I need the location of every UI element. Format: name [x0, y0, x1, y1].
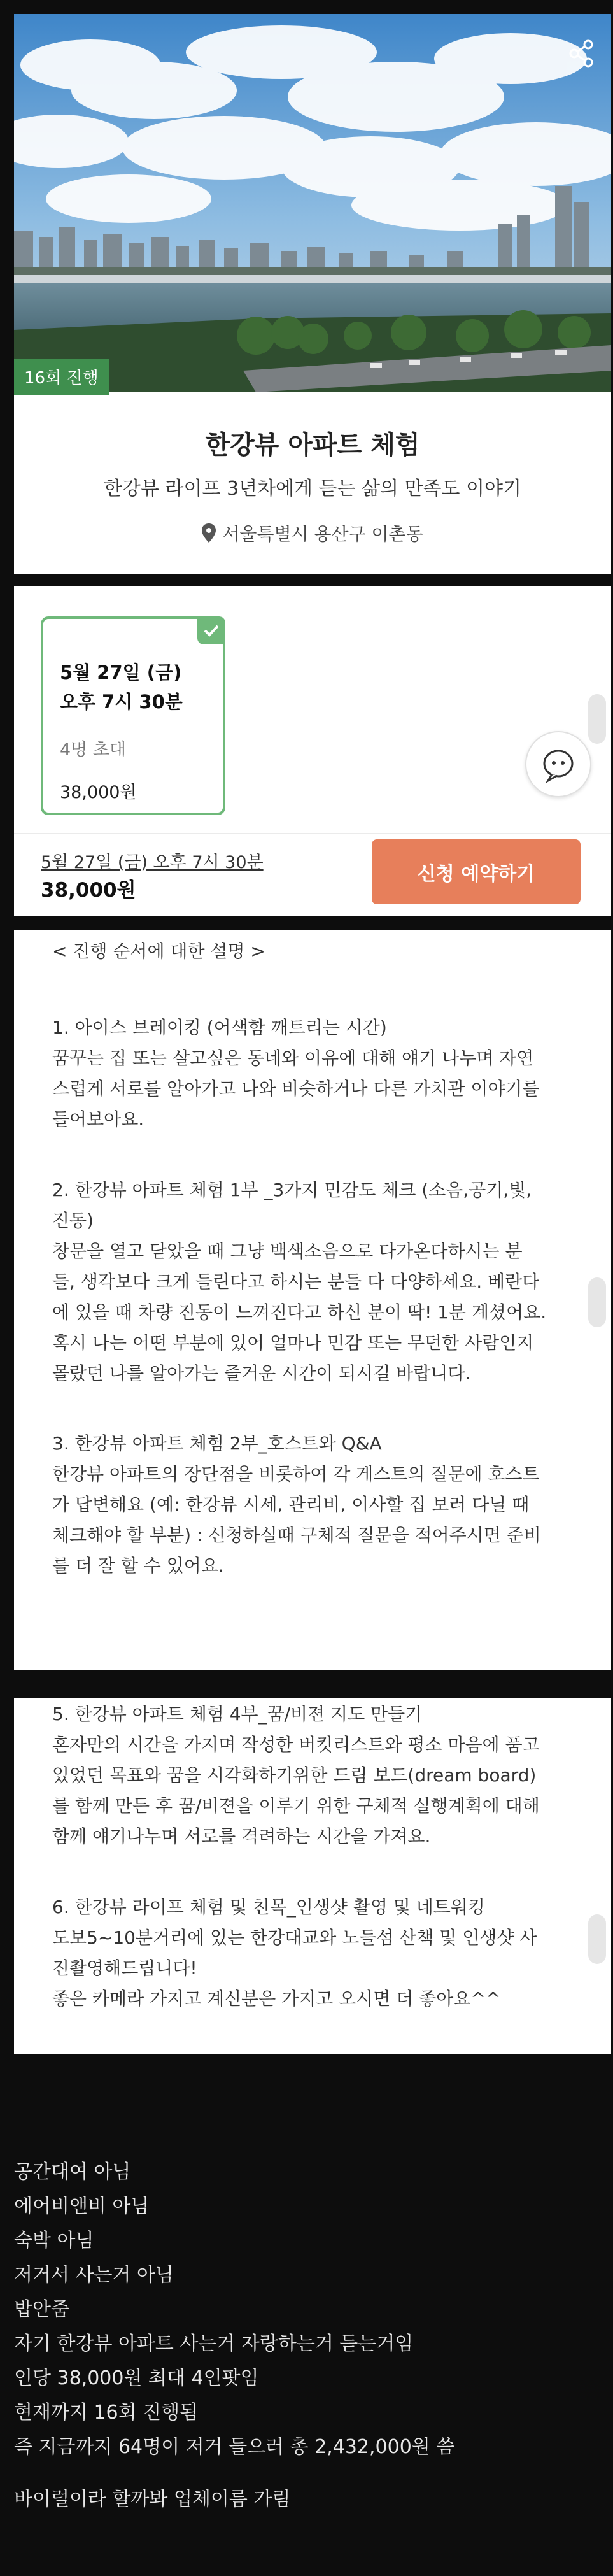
session-count-badge: 16회 진행 [14, 359, 109, 395]
total-price: 38,000원 [41, 879, 136, 902]
share-icon[interactable] [569, 39, 595, 70]
step2-line: 에 있을 때 차량 진동이 느껴진다고 하신 분이 딱! 1분 계셨어요. [52, 1302, 547, 1323]
schedule-date: 5월 27일 (금) [60, 662, 182, 683]
description-heading: < 진행 순서에 대한 설명 > [52, 941, 265, 962]
location-pin-icon [202, 523, 216, 547]
description-panel-2 [14, 1698, 611, 2054]
comment-line: 자기 한강뷰 아파트 사는거 자랑하는거 듣는거임 [14, 2333, 414, 2355]
chat-face-icon [526, 732, 590, 796]
commentary-text [14, 2155, 454, 2517]
step2-line: 혹시 나는 어떤 부분에 있어 얼마나 민감 또는 무던한 사람인지 [52, 1332, 534, 1353]
step5-line: 혼자만의 시간을 가지며 작성한 버킷리스트와 평소 마음에 품고 [52, 1734, 540, 1755]
comment-line: 숙박 아님 [14, 2230, 94, 2252]
step3-title: 3. 한강뷰 아파트 체험 2부_호스트와 Q&A [52, 1433, 382, 1454]
divider [14, 833, 611, 834]
comment-line: 인당 38,000원 최대 4인팟임 [14, 2367, 259, 2389]
step1-line: 스럽게 서로를 알아가고 나와 비슷하거나 다른 가치관 이야기를 [52, 1078, 540, 1099]
step1-title: 1. 아이스 브레이킹 (어색함 깨트리는 시간) [52, 1017, 387, 1038]
scroll-handle[interactable] [588, 1277, 606, 1327]
step5-line: 를 함께 만든 후 꿈/비젼을 이루기 위한 구체적 실행계획에 대해 [52, 1795, 540, 1816]
description-panel-1 [14, 930, 611, 1670]
step2-line: 창문을 열고 닫았을 때 그냥 백색소음으로 다가온다하시는 분 [52, 1241, 523, 1262]
step6-line: 진촬영해드립니다! [52, 1958, 197, 1979]
step6-title: 6. 한강뷰 라이프 체험 및 친목_인생샷 촬영 및 네트워킹 [52, 1896, 485, 1918]
book-button[interactable]: 신청 예약하기 [372, 839, 581, 904]
step5-line: 있었던 목표와 꿈을 시각화하기위한 드림 보드(dream board) [52, 1765, 537, 1786]
schedule-price: 38,000원 [60, 783, 137, 802]
listing-title: 한강뷰 아파트 체험 [205, 431, 420, 460]
step3-line: 가 답변해요 (예: 한강뷰 시세, 관리비, 이사할 집 보러 다닐 때 [52, 1494, 530, 1515]
selected-schedule-link[interactable]: 5월 27일 (금) 오후 7시 30분 [41, 853, 264, 872]
step1-line: 들어보아요. [52, 1109, 144, 1130]
hero-image-han-river-view [14, 14, 611, 392]
comment-line: 저거서 사는거 아님 [14, 2264, 174, 2286]
step5-title: 5. 한강뷰 아파트 체험 4부_꿈/비젼 지도 만들기 [52, 1704, 423, 1725]
step2-title: 2. 한강뷰 아파트 체험 1부 _3가지 민감도 체크 (소음,공기,빛, [52, 1179, 532, 1200]
location-text: 서울특별시 용산구 이촌동 [222, 523, 423, 544]
step6-line: 좋은 카메라 가지고 계신분은 가지고 오시면 더 좋아요^^ [52, 1988, 501, 2009]
comment-line: 현재까지 16회 진행됨 [14, 2402, 199, 2424]
step3-line: 체크해야 할 부분) : 신청하실때 구체적 질문을 적어주시면 준비 [52, 1525, 541, 1546]
comment-line: 바이럴이라 할까봐 업체이름 가림 [14, 2488, 291, 2510]
step1-line: 꿈꾸는 집 또는 살고싶은 동네와 이유에 대해 얘기 나누며 자연 [52, 1048, 534, 1069]
listing-subtitle: 한강뷰 라이프 3년차에게 듣는 삶의 만족도 이야기 [104, 478, 521, 500]
step3-line: 한강뷰 아파트의 장단점을 비롯하여 각 게스트의 질문에 호스트 [52, 1463, 540, 1484]
schedule-time: 오후 7시 30분 [60, 691, 183, 713]
comment-line: 즉 지금까지 64명이 저거 들으러 총 2,432,000원 씀 [14, 2436, 455, 2458]
step3-line: 를 더 잘 할 수 있어요. [52, 1555, 224, 1576]
listing-header-panel [14, 14, 611, 574]
chat-button[interactable] [525, 731, 591, 797]
comment-line: 밥안줌 [14, 2298, 69, 2321]
step6-line: 도보5~10분거리에 있는 한강대교와 노들섬 산책 및 인생샷 사 [52, 1927, 537, 1948]
location-row [14, 520, 611, 547]
step2-title: 진동) [52, 1210, 94, 1231]
comment-line: 에어비앤비 아님 [14, 2195, 150, 2217]
schedule-option-card[interactable] [41, 616, 225, 815]
step2-line: 몰랐던 나를 알아가는 즐거운 시간이 되시길 바랍니다. [52, 1363, 471, 1384]
step2-line: 들, 생각보다 크게 들린다고 하시는 분들 다 다양하세요. 베란다 [52, 1271, 540, 1292]
booking-panel [14, 586, 611, 916]
checkmark-icon [197, 616, 225, 644]
schedule-invite-count: 4명 초대 [60, 740, 127, 760]
scroll-handle[interactable] [588, 694, 606, 744]
comment-line: 공간대여 아님 [14, 2161, 131, 2183]
step5-line: 함께 얘기나누며 서로를 격려하는 시간을 가져요. [52, 1826, 431, 1847]
scroll-handle[interactable] [588, 1914, 606, 1964]
